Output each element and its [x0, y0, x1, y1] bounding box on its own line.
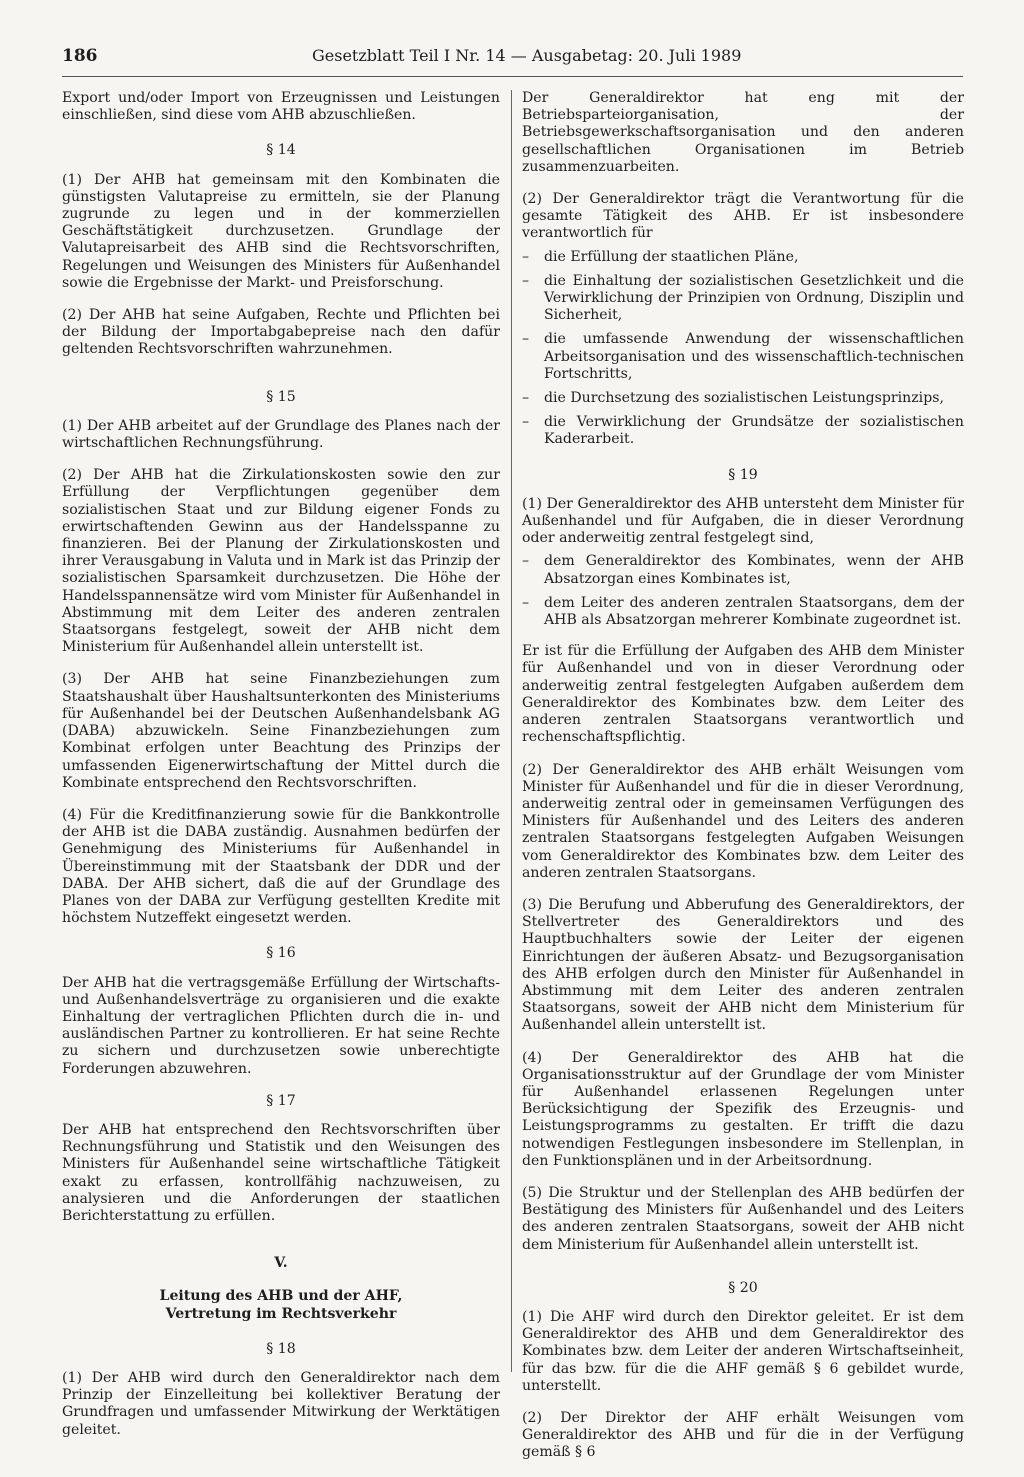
section-14-heading: § 14 [266, 142, 296, 159]
section-18-paragraph-1-continued: Der Generaldirektor hat eng mit der Betriebsparteiorganisation, der Betriebsgewerkschaftsorganisation und den anderen gesellschaftlichen Organisationen im Betrieb zusammenzuarbeiten. [522, 90, 964, 175]
chapter-number: V. [274, 1255, 288, 1272]
page-number: 186 [62, 46, 98, 66]
section-15-heading: § 15 [266, 388, 296, 405]
section-17-heading: § 17 [266, 1092, 296, 1109]
section-19-paragraph-5: (5) Die Struktur und der Stellenplan des AHB bedürfen der Bestätigung des Ministers für Außenhandel und des Leiters des anderen zentralen Staatsorgans, soweit der AHB nicht dem Ministerium für Außenhandel allein unterstellt ist. [522, 1184, 964, 1253]
paragraph-intro: Export und/oder Import von Erzeugnissen und Leistungen einschließen, sind diese vom AHB abzuschließen. [62, 90, 500, 124]
header-divider [62, 76, 963, 77]
section-19-subordination-list [522, 553, 964, 629]
gazette-title: Gesetzblatt Teil I Nr. 14 — Ausgabetag: 20. Juli 1989 [312, 46, 742, 65]
section-14-paragraph-2: (2) Der AHB hat seine Aufgaben, Rechte und Pflichten bei der Bildung der Importabgabepreise nach den dafür geltenden Rechtsvorschriften wahrzunehmen. [62, 307, 500, 358]
section-15-paragraph-1: (1) Der AHB arbeitet auf der Grundlage des Planes nach der wirtschaftlichen Rechnungsführung. [62, 417, 500, 452]
section-16-paragraph-1: Der AHB hat die vertragsgemäße Erfüllung der Wirtschafts- und Außenhandelsverträge zu organisieren und die exakte Einhaltung der vertraglichen Pflichten durch die in- und ausländischen Partner zu kontrollieren. Er hat seine Rechte zu sichern und durchzusetzen sowie unberechtigte Forderungen abzuwehren. [62, 974, 500, 1077]
section-20-paragraph-1: (1) Die AHF wird durch den Direktor geleitet. Er ist dem Generaldirektor des AHB und dem Generaldirektor des Kombinates bzw. dem Leiter der anderen Wirtschaftseinheit, für das bzw. für die die AHF gemäß § 6 gebildet wurde, unterstellt. [522, 1308, 964, 1394]
section-20-paragraph-2: (2) Der Direktor der AHF erhält Weisungen vom Generaldirektor des AHB und für die in der Verfügung gemäß § 6 [522, 1410, 964, 1461]
section-19-paragraph-1b: Er ist für die Erfüllung der Aufgaben des AHB dem Minister für Außenhandel und von in dieser Verordnung oder anderweitig zentral festgelegten Aufgaben außerdem dem Generaldirektor des Kombinates bzw. dem Leiter des anderen zentralen Staatsorgans verantwortlich und rechenschaftspflichtig. [522, 643, 964, 746]
column-divider [511, 90, 512, 1372]
list-item: – die umfassende Anwendung der wissenschaftlichen Arbeitsorganisation und des wissenschaftlich-technischen Fortschritts, [522, 331, 964, 383]
section-14-paragraph-1: (1) Der AHB hat gemeinsam mit den Kombinaten die günstigsten Valutapreise zu ermitteln, sie der Planung zugrunde zu legen und in der kommerziellen Geschäftstätigkeit durchzusetzen. Grundlage der Valutapreisarbeit des AHB sind die Rechtsvorschriften, Regelungen und Weisungen des Ministers für Außenhandel sowie die Ergebnisse der Markt- und Preisforschung. [62, 171, 500, 291]
list-item: – die Durchsetzung des sozialistischen Leistungsprinzips, [522, 390, 964, 407]
section-19-paragraph-3: (3) Die Berufung und Abberufung des Generaldirektors, der Stellvertreter des Generaldirektors und des Hauptbuchhalters sowie der Leiter der eigenen Einrichtungen der äußeren Absatz- und Bezugsorganisation des AHB erfolgen durch den Minister für Außenhandel in Abstimmung mit dem Leiter des anderen zentralen Staatsorgans, soweit der AHB nicht dem Ministerium für Außenhandel allein unterstellt ist. [522, 896, 964, 1034]
section-19-paragraph-2: (2) Der Generaldirektor des AHB erhält Weisungen vom Minister für Außenhandel und für die in dieser Verordnung, anderweitig zentral oder in gemeinsamen Verfügungen des Ministers für Außenhandel und des Leiters des anderen zentralen Staatsorgans festgelegten Aufgaben Weisungen vom Generaldirektor des Kombinates bzw. dem Leiter des anderen zentralen Staatsorgans. [522, 761, 964, 881]
list-item: – die Erfüllung der staatlichen Pläne, [522, 249, 964, 266]
section-15-paragraph-2: (2) Der AHB hat die Zirkulationskosten sowie den zur Erfüllung der Verpflichtungen gegenüber dem sozialistischen Staat und zur Bildung eigener Fonds zu erwirtschaftenden Gewinn aus der Handelsspanne zu finanzieren. Bei der Planung der Zirkulationskosten und ihrer Verausgabung in Valuta und in Mark ist das Prinzip der sozialistischen Sparsamkeit durchzusetzen. Die Höhe der Handelsspannensätze wird vom Minister für Außenhandel in Abstimmung mit dem Leiter des anderen zentralen Staatsorgans festgelegt, soweit der AHB nicht dem Ministerium für Außenhandel allein unterstellt ist. [62, 467, 500, 656]
section-19-paragraph-1: (1) Der Generaldirektor des AHB untersteht dem Minister für Außenhandel und für Aufgaben, die in dieser Verordnung oder anderweitig zentral festgelegt sind, [522, 495, 964, 547]
section-18-paragraph-1: (1) Der AHB wird durch den Generaldirektor nach dem Prinzip der Einzelleitung bei kollektiver Beratung der Grundfragen und umfassender Mitwirkung der Werktätigen geleitet. [62, 1369, 500, 1438]
section-18-heading: § 18 [266, 1340, 296, 1357]
section-18-paragraph-2: (2) Der Generaldirektor trägt die Verantwortung für die gesamte Tätigkeit des AHB. Er ist insbesondere verantwortlich für [522, 191, 964, 242]
list-item: – dem Generaldirektor des Kombinates, wenn der AHB Absatzorgan eines Kombinates ist, [522, 553, 964, 587]
list-item: – die Verwirklichung der Grundsätze der sozialistischen Kaderarbeit. [522, 414, 964, 448]
section-20-heading: § 20 [728, 1279, 758, 1296]
list-item: – die Einhaltung der sozialistischen Gesetzlichkeit und die Verwirklichung der Prinzipien von Ordnung, Disziplin und Sicherheit, [522, 273, 964, 325]
section-15-paragraph-4: (4) Für die Kreditfinanzierung sowie für die Bankkontrolle der AHB ist die DABA zuständig. Ausnahmen bedürfen der Genehmigung des Ministeriums für Außenhandel in Übereinstimmung mit der Staatsbank der DDR und der DABA. Der AHB sichert, daß die auf der Grundlage des Planes von der DABA zur Verfügung gestellten Kredite mit höchstem Nutzeffekt eingesetzt werden. [62, 806, 500, 927]
list-item: – dem Leiter des anderen zentralen Staatsorgans, dem der AHB als Absatzorgan mehrerer Kombinate zugeordnet ist. [522, 595, 964, 629]
section-19-paragraph-4: (4) Der Generaldirektor des AHB hat die Organisationsstruktur auf der Grundlage der vom Minister für Außenhandel erlassenen Regelungen unter Berücksichtigung der Spezifik des Erzeugnis- und Leistungsprogramms zu gestalten. Er trifft die dazu notwendigen Festlegungen insbesondere im Stellenplan, in den Funktionsplänen und in der Arbeitsordnung. [522, 1049, 964, 1169]
section-15-paragraph-3: (3) Der AHB hat seine Finanzbeziehungen zum Staatshaushalt über Haushaltsunterkonten des Ministeriums für Außenhandel bei der Deutschen Außenhandelsbank AG (DABA) abzuwickeln. Seine Finanzbeziehungen zum Kombinat erfolgen unter Beachtung des Prinzips der umfassenden Eigenerwirtschaftung der Mittel durch die Kombinate entsprechend den Rechtsvorschriften. [62, 671, 500, 791]
right-column [522, 90, 964, 1477]
page-header [62, 46, 962, 76]
section-19-heading: § 19 [728, 466, 758, 483]
section-18-responsibility-list [522, 249, 964, 449]
section-17-paragraph-1: Der AHB hat entsprechend den Rechtsvorschriften über Rechnungsführung und Statistik und den Weisungen des Ministers für Außenhandel seine wirtschaftliche Tätigkeit exakt zu erfassen, kontrollfähig nachzuweisen, zu analysieren und die Anforderungen der staatlichen Berichterstattung zu erfüllen. [62, 1121, 500, 1224]
chapter-title [62, 1288, 500, 1322]
chapter-title-line-2: Vertretung im Rechtsverkehr [165, 1305, 397, 1322]
left-column [62, 90, 500, 1454]
chapter-title-line-1: Leitung des AHB und der AHF, [159, 1288, 403, 1305]
section-16-heading: § 16 [266, 945, 296, 962]
